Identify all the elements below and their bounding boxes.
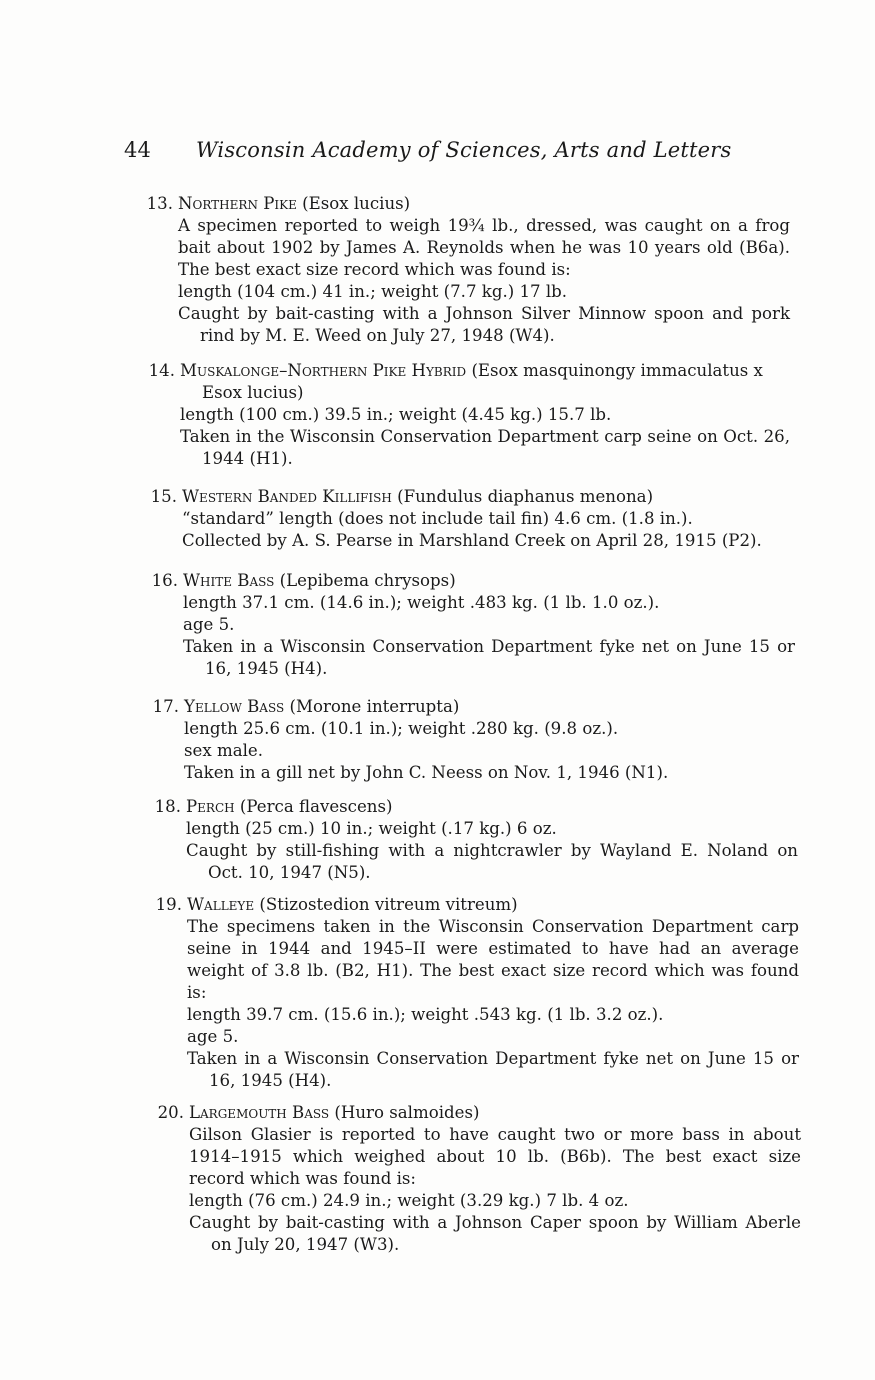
entry-paragraph: age 5. (187, 1027, 239, 1046)
entry-title (180, 360, 790, 404)
entry-paragraph: Caught by bait-casting with a Johnson Silver Minnow spoon and pork rind by M. E. Weed on July 27, 1948 (W4). (178, 304, 790, 345)
entry-number: 15. (150, 487, 177, 506)
common-name: Perch (186, 797, 235, 816)
species-entry-13 (146, 193, 790, 347)
entry-title (184, 696, 796, 718)
common-name: Yellow Bass (184, 697, 285, 716)
scientific-name: (Perca flavescens) (239, 797, 393, 816)
common-name: Western Banded Killifish (182, 487, 392, 506)
entry-title (186, 796, 798, 818)
species-entry-20 (157, 1102, 801, 1256)
common-name: Northern Pike (178, 194, 297, 213)
entry-paragraph: length 37.1 cm. (14.6 in.); weight .483 kg. (1 lb. 1.0 oz.). (183, 593, 660, 612)
entry-paragraph: Collected by A. S. Pearse in Marshland Creek on April 28, 1915 (P2). (182, 531, 762, 550)
entry-paragraph: Caught by still-fishing with a nightcrawler by Wayland E. Noland on Oct. 10, 1947 (N5). (186, 841, 798, 882)
entry-paragraph: length (104 cm.) 41 in.; weight (7.7 kg.) 17 lb. (178, 282, 568, 301)
scientific-name: (Morone interrupta) (289, 697, 460, 716)
journal-title: Wisconsin Academy of Sciences, Arts and Letters (196, 138, 732, 162)
entry-number: 17. (152, 697, 179, 716)
entry-number: 14. (148, 361, 175, 380)
entry-paragraph: Caught by bait-casting with a Johnson Caper spoon by William Aberle on July 20, 1947 (W3). (189, 1213, 801, 1254)
scientific-name: (Lepibema chrysops) (279, 571, 456, 590)
species-entry-14 (148, 360, 790, 470)
species-entry-19 (155, 894, 799, 1092)
entry-paragraph: Taken in a gill net by John C. Neess on Nov. 1, 1946 (N1). (184, 763, 669, 782)
entry-number: 20. (157, 1103, 184, 1122)
species-entry-15 (150, 486, 794, 552)
entry-paragraph: length 39.7 cm. (15.6 in.); weight .543 kg. (1 lb. 3.2 oz.). (187, 1005, 664, 1024)
common-name: Largemouth Bass (189, 1103, 330, 1122)
entry-paragraph: age 5. (183, 615, 235, 634)
entry-title (187, 894, 799, 916)
entry-paragraph: sex male. (184, 741, 263, 760)
entry-number: 13. (146, 194, 173, 213)
entry-paragraph: “standard” length (does not include tail fin) 4.6 cm. (1.8 in.). (182, 509, 693, 528)
entry-paragraph: Taken in a Wisconsin Conservation Department fyke net on June 15 or 16, 1945 (H4). (187, 1049, 799, 1090)
species-entry-16 (151, 570, 795, 680)
entry-title (178, 193, 790, 215)
entry-paragraph: A specimen reported to weigh 19¾ lb., dressed, was caught on a frog bait about 1902 by James A. Reynolds when he was 10 years old (B6a). The best exact size record which was found is: (178, 216, 790, 279)
entry-paragraph: length 25.6 cm. (10.1 in.); weight .280 kg. (9.8 oz.). (184, 719, 619, 738)
scientific-name: (Stizostedion vitreum vitreum) (259, 895, 518, 914)
entry-number: 18. (154, 797, 181, 816)
entry-paragraph: length (76 cm.) 24.9 in.; weight (3.29 kg.) 7 lb. 4 oz. (189, 1191, 629, 1210)
scientific-name: (Esox lucius) (302, 194, 411, 213)
page-number: 44 (124, 138, 152, 162)
scientific-name: (Huro salmoides) (334, 1103, 480, 1122)
entry-number: 16. (151, 571, 178, 590)
entry-paragraph: Taken in a Wisconsin Conservation Department fyke net on June 15 or 16, 1945 (H4). (183, 637, 795, 678)
entry-paragraph: length (25 cm.) 10 in.; weight (.17 kg.) 6 oz. (186, 819, 557, 838)
entry-paragraph: Gilson Glasier is reported to have caught two or more bass in about 1914–1915 which weighed about 10 lb. (B6b). The best exact size record which was found is: (189, 1125, 801, 1188)
common-name: White Bass (183, 571, 275, 590)
entry-paragraph: length (100 cm.) 39.5 in.; weight (4.45 kg.) 15.7 lb. (180, 405, 612, 424)
species-entry-18 (154, 796, 798, 884)
common-name: Muskalonge–Northern Pike Hybrid (180, 361, 467, 380)
entry-paragraph: Taken in the Wisconsin Conservation Department carp seine on Oct. 26, 1944 (H1). (180, 427, 790, 468)
common-name: Walleye (187, 895, 255, 914)
entry-title (189, 1102, 801, 1124)
entry-title (182, 486, 794, 508)
entry-number: 19. (155, 895, 182, 914)
scientific-name: (Esox masquinongy immaculatus x Esox lucius) (202, 361, 763, 402)
entry-paragraph: The specimens taken in the Wisconsin Conservation Department carp seine in 1944 and 1945–II were estimated to have had an average weight of 3.8 lb. (B2, H1). The best exact size record which was found is: (187, 917, 799, 1002)
scientific-name: (Fundulus diaphanus menona) (397, 487, 654, 506)
entry-title (183, 570, 795, 592)
species-entry-17 (152, 696, 796, 784)
running-header (124, 138, 731, 162)
